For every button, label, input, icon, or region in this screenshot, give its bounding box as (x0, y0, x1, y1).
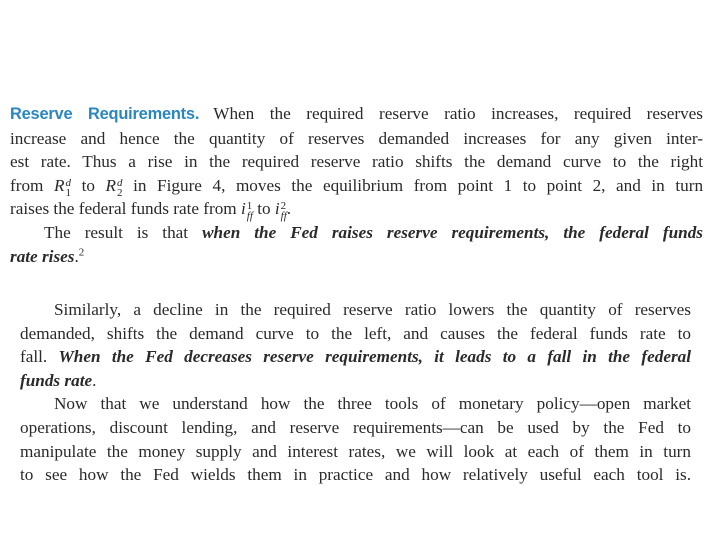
text-span: . (74, 246, 79, 266)
math-subscript: 1 (65, 186, 71, 199)
math-base: i (240, 199, 246, 219)
math-superscript: d (65, 176, 71, 189)
text-span: to (257, 199, 271, 219)
text-line (10, 174, 703, 198)
paragraph-decline-and-summary (20, 298, 691, 487)
math-subscript: ff (246, 210, 253, 223)
math-superscript: d (117, 176, 123, 189)
emphasis-text: rate rises (10, 246, 75, 266)
math-var-iff2 (275, 197, 287, 221)
math-var-r1d (54, 174, 71, 198)
text-span: from (10, 175, 44, 195)
text-line: Now that we understand how the three tools of monetary policy—open market (54, 394, 691, 414)
text-line (10, 245, 703, 269)
math-superscript: 1 (246, 200, 253, 213)
math-subscript: 2 (117, 186, 123, 199)
text-line (20, 369, 691, 393)
footnote-reference[interactable]: 2 (78, 245, 85, 258)
text-span: The result is that (44, 222, 189, 242)
text-line (10, 102, 703, 127)
text-span: fall. (20, 347, 48, 367)
text-line: to see how the Fed wields them in practice and how relatively useful each tool is. (20, 465, 691, 485)
text-line: demanded, shifts the demand curve to the left, and causes the federal funds rate to (20, 323, 691, 343)
text-line (10, 221, 703, 245)
text-line (20, 345, 691, 369)
math-base: R (54, 175, 65, 195)
math-var-r2d (106, 174, 123, 198)
math-subscript: ff (280, 210, 287, 223)
text-span: raises the federal funds rate from (10, 199, 237, 219)
math-var-iff1 (241, 197, 253, 221)
text-line (10, 197, 703, 221)
text-line: manipulate the money supply and interest rates, we will look at each of them in turn (20, 441, 691, 461)
text-line: est rate. Thus a rise in the required reserve ratio shifts the demand curve to the right (10, 152, 703, 172)
emphasis-text: funds rate (20, 370, 93, 390)
math-base: R (105, 175, 117, 195)
text-span: in Figure 4, moves the equilibrium from point 1 to point 2, and in turn (133, 175, 704, 195)
text-span: to (81, 175, 95, 195)
math-superscript: 2 (280, 200, 287, 213)
text-line: Similarly, a decline in the required reserve ratio lowers the quantity of reserves (54, 300, 691, 319)
text-line: operations, discount lending, and reserve requirements—can be used by the Fed to (20, 417, 691, 437)
math-script (117, 178, 123, 198)
text-span: . (92, 370, 97, 390)
section-heading: Reserve Requirements. (10, 105, 200, 123)
text-span: . (286, 199, 292, 219)
math-script (66, 178, 72, 198)
math-script (247, 201, 253, 221)
text-span: When the required reserve ratio increases, required reserves (213, 104, 703, 123)
math-base: i (274, 199, 280, 219)
emphasis-text: when the Fed raises reserve requirements, the federal funds (202, 222, 703, 242)
math-script (281, 201, 287, 221)
text-line: increase and hence the quantity of reserves demanded increases for any given inter- (10, 128, 703, 148)
emphasis-text: When the Fed decreases reserve requirements, it leads to a fall in the federal (58, 347, 692, 367)
paragraph-reserve-requirements (10, 102, 703, 268)
